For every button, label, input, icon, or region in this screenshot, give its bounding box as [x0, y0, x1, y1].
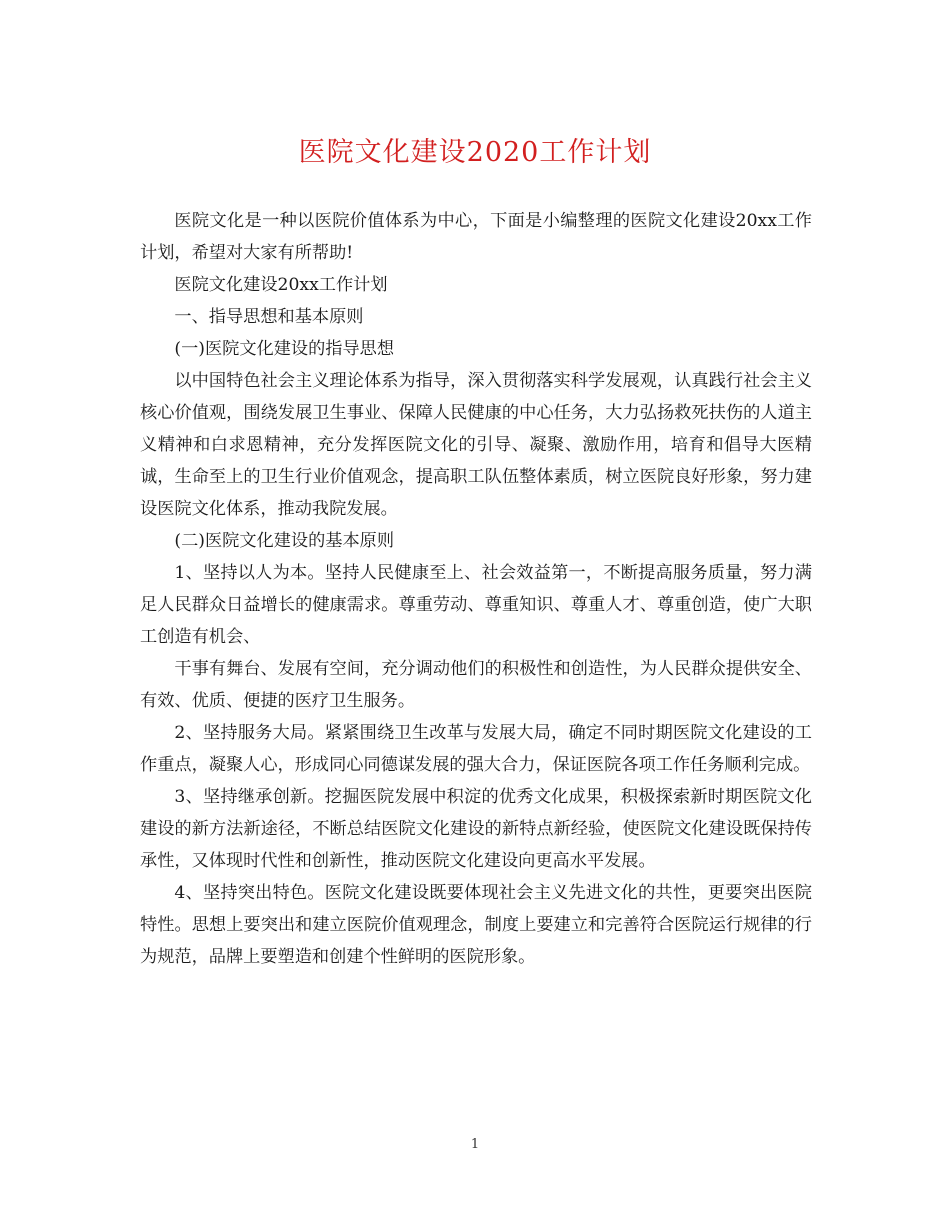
page-number: 1 — [470, 1137, 480, 1152]
paragraph-intro: 医院文化是一种以医院价值体系为中心，下面是小编整理的医院文化建设20xx工作计划，希望对大家有所帮助! — [140, 211, 812, 263]
paragraph-guiding-ideology: 以中国特色社会主义理论体系为指导，深入贯彻落实科学发展观，认真践行社会主义核心价值观，围绕发展卫生事业、保障人民健康的中心任务，大力弘扬救死扶伤的人道主义精神和白求恩精神，充分发挥医院文化的引导、凝聚、激励作用，培育和倡导大医精诚，生命至上的卫生行业价值观念，提高职工队伍整体素质，树立医院良好形象，努力建设医院文化体系，推动我院发展。 — [140, 371, 812, 519]
paragraph-principle-1: 1、坚持以人为本。坚持人民健康至上、社会效益第一，不断提高服务质量，努力满足人民群众日益增长的健康需求。尊重劳动、尊重知识、尊重人才、尊重创造，使广大职工创造有机会、 — [140, 563, 812, 647]
paragraph-principle-3: 3、坚持继承创新。挖掘医院发展中积淀的优秀文化成果，积极探索新时期医院文化建设的新方法新途径，不断总结医院文化建设的新特点新经验，使医院文化建设既保持传承性，又体现时代性和创新性，推动医院文化建设向更高水平发展。 — [140, 787, 812, 871]
document-body — [140, 205, 812, 973]
heading-section-1: 一、指导思想和基本原则 — [174, 307, 364, 327]
document-title: 医院文化建设2020工作计划 — [298, 137, 652, 168]
heading-subsection-2: (二)医院文化建设的基本原则 — [174, 531, 395, 551]
heading-subsection-1: (一)医院文化建设的指导思想 — [174, 339, 395, 359]
paragraph-principle-2: 2、坚持服务大局。紧紧围绕卫生改革与发展大局，确定不同时期医院文化建设的工作重点，凝聚人心，形成同心同德谋发展的强大合力，保证医院各项工作任务顺利完成。 — [140, 723, 812, 775]
paragraph-principle-4: 4、坚持突出特色。医院文化建设既要体现社会主义先进文化的共性，更要突出医院特性。思想上要突出和建立医院价值观理念，制度上要建立和完善符合医院运行规律的行为规范，品牌上要塑造和创建个性鲜明的医院形象。 — [140, 883, 812, 967]
paragraph-principle-1-continued: 干事有舞台、发展有空间，充分调动他们的积极性和创造性，为人民群众提供安全、有效、优质、便捷的医疗卫生服务。 — [140, 659, 812, 711]
paragraph-subtitle: 医院文化建设20xx工作计划 — [174, 275, 388, 295]
